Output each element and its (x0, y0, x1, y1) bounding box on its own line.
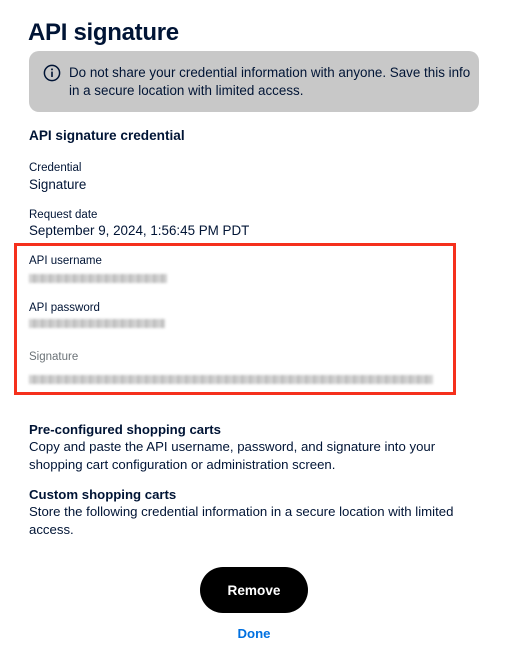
request-date-value: September 9, 2024, 1:56:45 PM PDT (29, 223, 250, 238)
preconfigured-heading: Pre-configured shopping carts (29, 422, 221, 437)
info-alert (29, 51, 479, 112)
preconfigured-text: Copy and paste the API username, password, and signature into your shopping cart configuration or administration screen. (29, 439, 436, 472)
remove-button[interactable]: Remove (200, 567, 308, 613)
custom-heading: Custom shopping carts (29, 487, 177, 502)
api-username-label: API username (29, 255, 102, 267)
api-password-label: API password (29, 302, 100, 314)
done-link[interactable]: Done (237, 626, 271, 641)
request-date-label: Request date (29, 209, 98, 221)
custom-text: Store the following credential information in a secure location with limited access. (29, 504, 454, 537)
credential-value: Signature (29, 177, 87, 192)
credential-section-heading: API signature credential (29, 128, 185, 143)
api-username-redacted-value (29, 274, 167, 283)
alert-message: Do not share your credential information with anyone. Save this info in a secure location with limited access. (69, 65, 471, 98)
info-circle-icon (43, 64, 61, 82)
api-password-redacted-value (29, 319, 165, 328)
credential-label: Credential (29, 162, 82, 174)
page-title: API signature (28, 19, 179, 46)
signature-label: Signature (29, 351, 79, 363)
signature-redacted-value (29, 375, 433, 384)
